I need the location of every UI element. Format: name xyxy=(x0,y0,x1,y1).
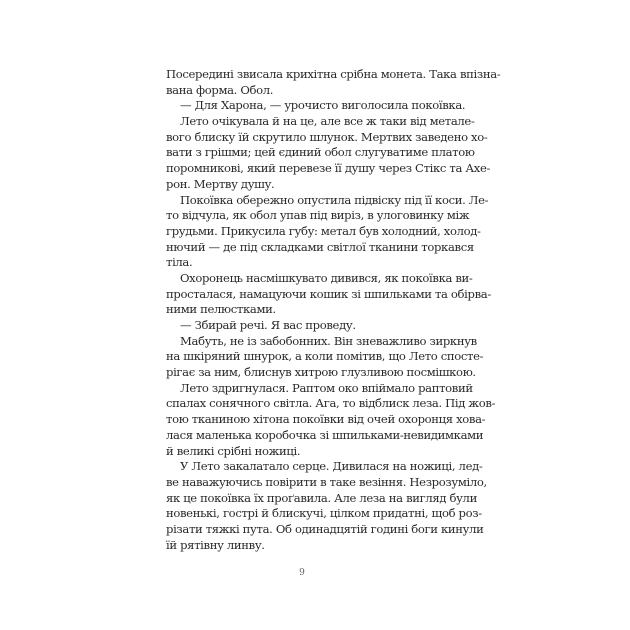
page-number: 9 xyxy=(299,568,305,578)
text-line: У Лето закалатало серце. Дивилася на ножиці, лед- xyxy=(180,459,483,474)
text-line: тіла. xyxy=(166,255,193,270)
text-line: нючий — де під складками світлої тканини торкався xyxy=(166,239,474,254)
text-line: вого блиску їй скрутило шлунок. Мертвих заведено хо- xyxy=(166,129,488,144)
text-line: Покоївка обережно опустила підвіску під її коси. Ле- xyxy=(180,192,489,207)
text-line: на шкіряний шнурок, а коли помітив, що Лето спосте- xyxy=(166,349,484,364)
text-line: новенькі, гострі й блискучі, цілком придатні, щоб роз- xyxy=(166,506,482,521)
text-line: й великі срібні ножиці. xyxy=(166,443,301,458)
text-line: спалах сонячного світла. Ага, то відблиск леза. Під жов- xyxy=(166,396,496,411)
text-line: ве наважуючись повірити в таке везіння. Незрозуміло, xyxy=(166,474,487,489)
text-line: — Для Харона, — урочисто виголосила покоївка. xyxy=(180,98,466,113)
text-line: рон. Мертву душу. xyxy=(166,176,275,191)
text-line: Мабуть, не із забобонних. Він зневажливо зиркнув xyxy=(180,333,477,348)
text-line: як це покоївка їх проґавила. Але леза на вигляд були xyxy=(166,490,477,505)
text-line: поромникові, який перевезе її душу через Стікс та Ахе- xyxy=(166,161,491,176)
text-line: рігає за ним, блиснув хитрою глузливою посмішкою. xyxy=(166,365,476,380)
text-line: просталася, намацуючи кошик зі шпильками та обірва- xyxy=(166,286,491,301)
text-line: їй рятівну линву. xyxy=(166,537,265,552)
text-line: лася маленька коробочка зі шпильками-невидимками xyxy=(166,427,484,442)
text-line: різати тяжкі пута. Об одинадцятій годині боги кинули xyxy=(166,521,484,536)
text-line: ними пелюстками. xyxy=(166,302,276,317)
text-line: — Збирай речі. Я вас проведу. xyxy=(180,318,356,332)
body-text xyxy=(166,67,501,553)
text-line: Посередині звисала крихітна срібна монета. Така впізна- xyxy=(166,67,501,81)
text-line: то відчула, як обол упав під виріз, в улоговинку між xyxy=(166,208,470,223)
text-line: грудьми. Прикусила губу: метал був холодний, холод- xyxy=(166,223,481,238)
text-line: тою тканиною хітона покоївки від очей охоронця хова- xyxy=(166,412,486,427)
text-line: вана форма. Обол. xyxy=(166,82,274,97)
text-line: Лето здригнулася. Раптом око впіймало раптовий xyxy=(180,380,473,395)
text-line: Лето очікувала й на це, але все ж таки від метале- xyxy=(180,114,475,129)
text-line: Охоронець насмішкувато дивився, як покоївка ви- xyxy=(180,270,473,285)
text-line: вати з грішми; цей єдиний обол слугуватиме платою xyxy=(166,145,475,160)
